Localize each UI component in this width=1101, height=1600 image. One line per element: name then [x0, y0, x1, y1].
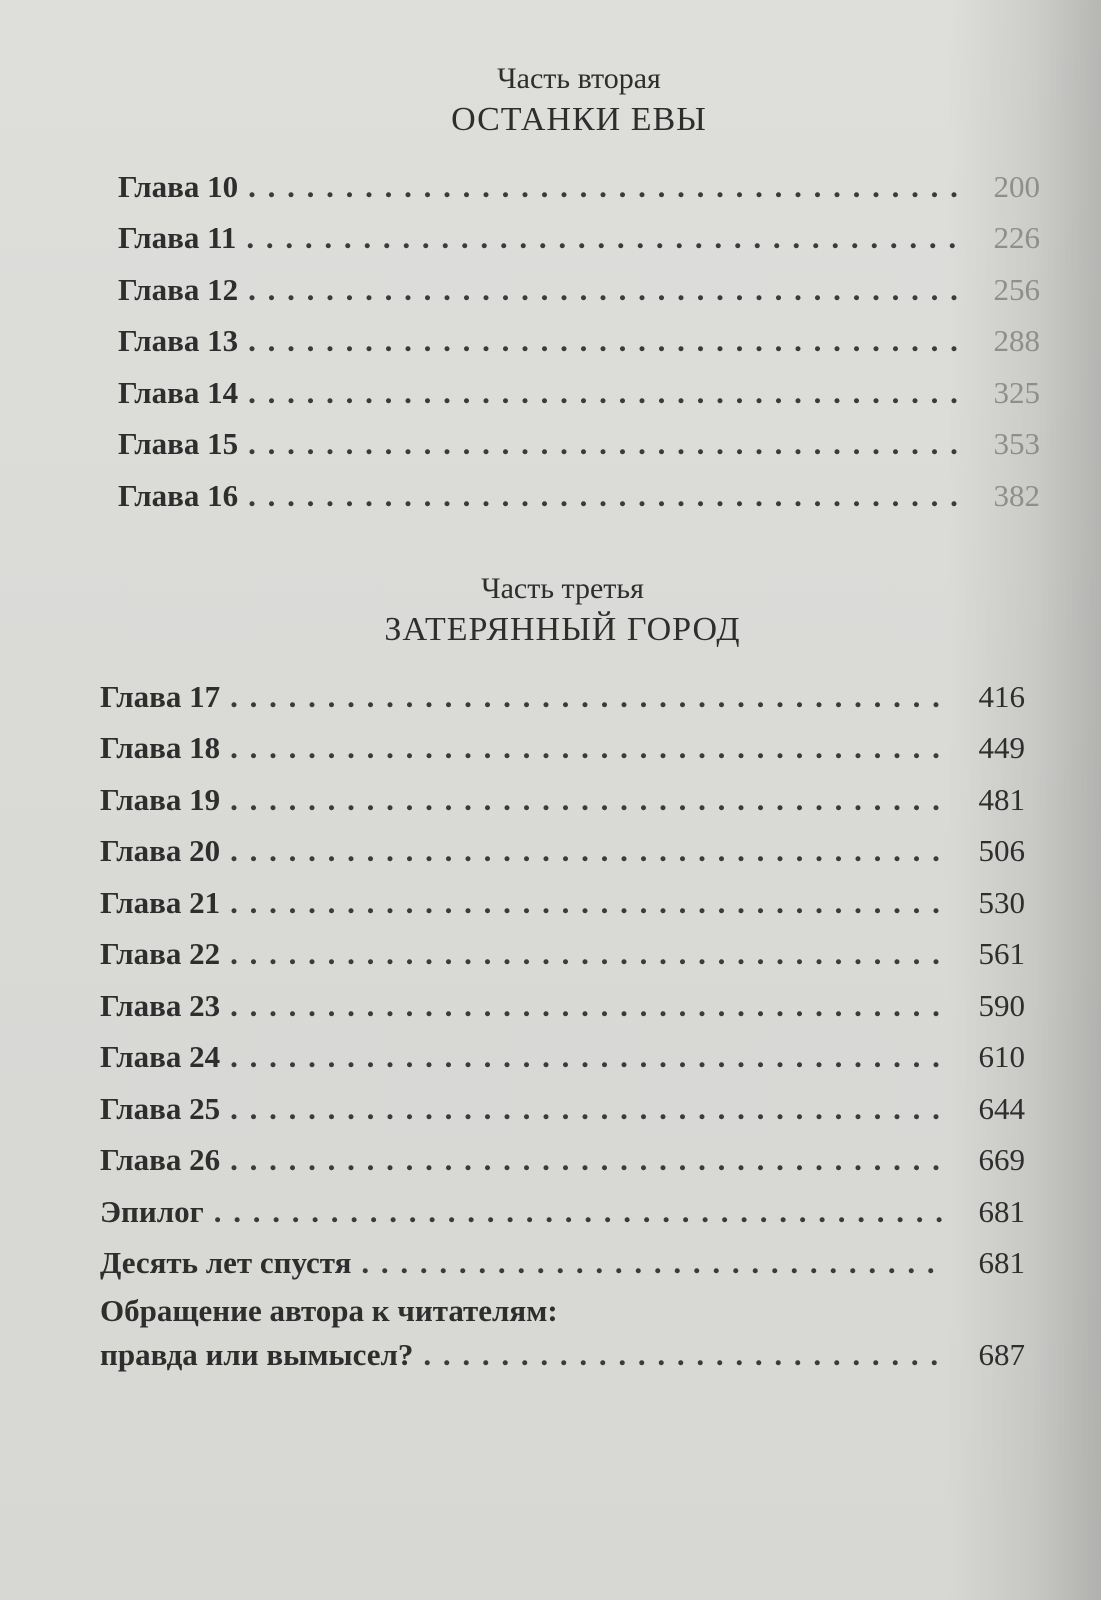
toc-entry-page: 200 [993, 168, 1040, 204]
toc-entry-label: Эпилог [100, 1193, 204, 1229]
toc-entry-page: 687 [978, 1337, 1025, 1372]
toc-entry-label: Глава 21 [100, 884, 221, 920]
toc-entry-label: Глава 22 [100, 936, 221, 971]
dot-leader [230, 1090, 945, 1128]
toc-entry-page: 530 [978, 884, 1025, 920]
toc-entry-label: Глава 26 [100, 1142, 221, 1177]
part-three-label: Часть третья [481, 572, 644, 605]
dot-leader [230, 832, 945, 870]
dot-leader [248, 374, 960, 412]
dot-leader [230, 1038, 945, 1076]
toc-entry-page: 644 [978, 1090, 1025, 1126]
toc-entry-label: Глава 19 [100, 781, 221, 817]
toc-entry[interactable] [100, 1076, 1025, 1128]
dot-leader [361, 1244, 945, 1282]
toc-entry-page: 325 [993, 374, 1040, 410]
toc-entry[interactable] [100, 870, 1025, 922]
toc-entry[interactable] [118, 309, 1040, 361]
toc-entry[interactable] [100, 1231, 1025, 1283]
toc-entry-label: Глава 18 [100, 730, 221, 765]
dot-leader [248, 477, 960, 515]
toc-entry[interactable] [100, 767, 1025, 819]
toc-entry-page: 590 [978, 987, 1025, 1023]
toc-entry-page: 353 [993, 426, 1040, 461]
dot-leader [423, 1336, 945, 1374]
toc-entry-page: 382 [993, 477, 1040, 513]
toc-entry-page: 506 [978, 833, 1025, 868]
toc-entry-page: 669 [978, 1142, 1025, 1177]
toc-entry-label: Глава 10 [118, 168, 239, 204]
toc-entry[interactable] [100, 1128, 1025, 1180]
dot-leader [246, 219, 960, 257]
toc-entry[interactable] [100, 819, 1025, 871]
toc-entry[interactable] [100, 973, 1025, 1025]
toc-entry-label: Десять лет спустя [100, 1245, 352, 1280]
dot-leader [230, 1141, 945, 1179]
toc-entry-label: Глава 20 [100, 833, 221, 868]
part-two-toc [118, 154, 1040, 515]
part-two-label: Часть вторая [497, 62, 661, 95]
part-three-toc [100, 664, 1025, 1374]
dot-leader [248, 271, 960, 309]
toc-entry-label: Глава 12 [118, 271, 239, 307]
part-three-title: ЗАТЕРЯННЫЙ ГОРОД [384, 611, 741, 648]
toc-entry-label-line2: правда или вымысел? [100, 1337, 414, 1372]
toc-entry-label: Глава 11 [118, 220, 237, 255]
toc-entry[interactable] [118, 463, 1040, 515]
toc-entry-label: Глава 24 [100, 1039, 221, 1074]
toc-entry-label: Глава 15 [118, 426, 239, 461]
toc-entry-page: 681 [978, 1245, 1025, 1280]
toc-entry-label: Глава 17 [100, 678, 221, 714]
toc-entry-page: 481 [978, 781, 1025, 817]
dot-leader [248, 322, 960, 360]
dot-leader [230, 987, 945, 1025]
toc-entry-label: Глава 14 [118, 374, 239, 410]
toc-entry-label: Глава 23 [100, 987, 221, 1023]
toc-entry-label-line1: Обращение автора к читателям: [100, 1293, 558, 1328]
part-two-section [118, 62, 1040, 515]
toc-entry-label: Глава 25 [100, 1090, 221, 1126]
dot-leader [230, 781, 945, 819]
toc-entry[interactable] [118, 412, 1040, 464]
dot-leader [248, 425, 960, 463]
toc-entry-label: Глава 16 [118, 477, 239, 513]
toc-entry-page: 288 [993, 323, 1040, 358]
toc-entry[interactable] [100, 664, 1025, 716]
toc-entry-page: 610 [978, 1039, 1025, 1074]
dot-leader [230, 884, 945, 922]
toc-entry[interactable] [100, 922, 1025, 974]
toc-entry-page: 681 [978, 1193, 1025, 1229]
toc-entry[interactable] [118, 154, 1040, 206]
toc-entry-author-note[interactable] [100, 1292, 1025, 1374]
toc-entry[interactable] [118, 257, 1040, 309]
dot-leader [230, 935, 945, 973]
part-three-section [100, 572, 1025, 1374]
dot-leader [214, 1193, 945, 1231]
toc-entry[interactable] [118, 360, 1040, 412]
toc-entry-page: 416 [978, 678, 1025, 714]
part-two-title: ОСТАНКИ ЕВЫ [451, 101, 707, 138]
toc-entry[interactable] [118, 206, 1040, 258]
dot-leader [230, 678, 945, 716]
dot-leader [230, 729, 945, 767]
toc-entry[interactable] [100, 716, 1025, 768]
toc-entry-label: Глава 13 [118, 323, 239, 358]
toc-entry-page: 226 [993, 220, 1040, 255]
toc-entry-page: 449 [978, 730, 1025, 765]
dot-leader [248, 168, 960, 206]
toc-entry-page: 256 [993, 271, 1040, 307]
toc-entry-page: 561 [978, 936, 1025, 971]
toc-entry[interactable] [100, 1025, 1025, 1077]
toc-entry[interactable] [100, 1179, 1025, 1231]
